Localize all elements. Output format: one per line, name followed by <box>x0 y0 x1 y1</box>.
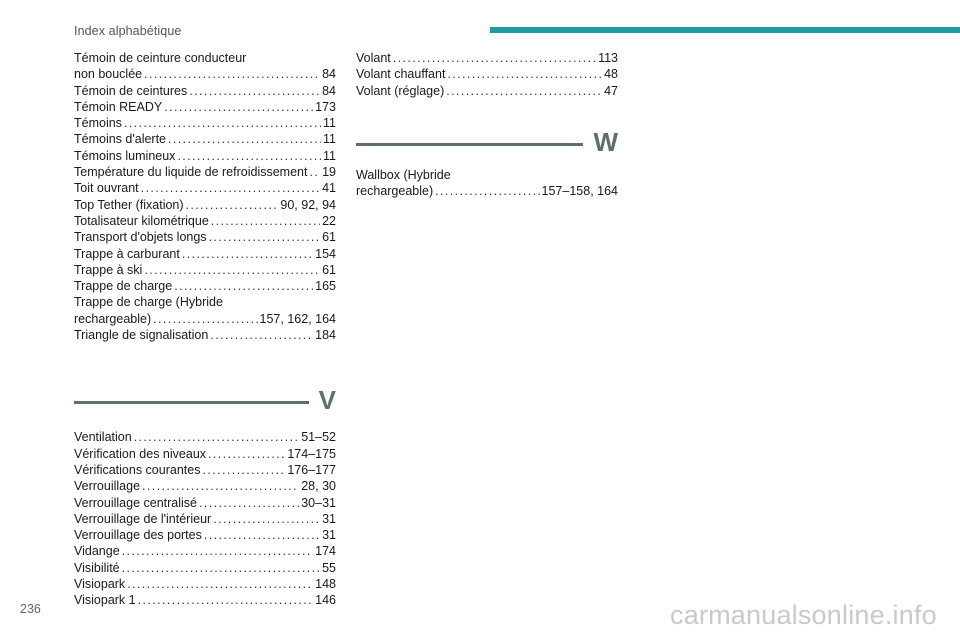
index-entry-pages: 173 <box>315 99 336 114</box>
index-entry-row <box>74 197 336 213</box>
index-entry-pages: 61 <box>322 230 336 245</box>
index-entry-pages: 48 <box>604 67 618 82</box>
index-entry <box>74 495 336 511</box>
index-entry-term: Visiopark 1 <box>74 593 136 608</box>
index-entry <box>356 83 618 99</box>
index-entry-term: Vérification des niveaux <box>74 446 207 461</box>
index-entry-pages: 31 <box>322 511 336 526</box>
index-entry-pages: 174 <box>315 544 336 559</box>
index-entry-row <box>74 115 336 131</box>
index-entry-row <box>74 278 336 294</box>
index-entry-term-line: Wallbox (Hybride <box>356 167 451 182</box>
index-entry <box>74 246 336 262</box>
index-entry-pages: 165 <box>315 279 336 294</box>
index-entry-term: Témoin READY <box>74 99 163 114</box>
index-entry-pages: 146 <box>315 593 336 608</box>
index-entry <box>74 148 336 164</box>
dot-leader <box>168 131 321 147</box>
dot-leader <box>127 576 313 592</box>
index-entry-term-line: Témoin de ceinture conducteur <box>74 51 247 65</box>
dot-leader <box>199 495 299 511</box>
index-entry-row <box>74 66 336 82</box>
index-entry-pages: 31 <box>322 528 336 543</box>
index-entry-term: Température du liquide de refroidissement <box>74 165 308 180</box>
index-entry-pages: 61 <box>322 262 336 277</box>
index-entry-row <box>74 148 336 164</box>
dot-leader <box>122 560 320 576</box>
dot-leader <box>124 115 321 131</box>
index-entry-term: Vérifications courantes <box>74 462 201 477</box>
dot-leader <box>144 262 320 278</box>
dot-leader <box>204 527 320 543</box>
index-entry <box>356 50 618 66</box>
index-entry <box>74 197 336 213</box>
dot-leader <box>447 66 602 82</box>
index-entry-pages: 22 <box>322 213 336 228</box>
index-entry-row <box>74 576 336 592</box>
index-entry <box>74 115 336 131</box>
index-entry-row <box>74 543 336 559</box>
index-entry <box>74 527 336 543</box>
index-entry-row <box>356 183 618 199</box>
dot-leader <box>210 327 313 343</box>
header-title: Index alphabétique <box>74 24 182 38</box>
dot-leader <box>177 148 321 164</box>
index-entry <box>74 446 336 462</box>
index-entry-pages: 51–52 <box>301 430 336 445</box>
index-entry <box>74 229 336 245</box>
index-entry <box>74 164 336 180</box>
index-entry-term: rechargeable) <box>356 184 434 199</box>
dot-leader <box>134 429 300 445</box>
dot-leader <box>153 311 257 327</box>
right-column <box>356 50 618 199</box>
index-list-v-continued <box>356 50 618 99</box>
index-entry-pages: 28, 30 <box>301 479 336 494</box>
index-entry <box>74 83 336 99</box>
index-entry-row <box>356 83 618 99</box>
index-entry-row <box>74 246 336 262</box>
dot-leader <box>186 197 279 213</box>
index-entry <box>74 180 336 196</box>
index-entry-term: Vidange <box>74 544 120 559</box>
dot-leader <box>446 83 602 99</box>
dot-leader <box>202 462 285 478</box>
index-entry <box>74 576 336 592</box>
index-entry-row <box>74 180 336 196</box>
index-list-t <box>74 50 336 343</box>
index-entry-term-line: Trappe de charge (Hybride <box>74 295 223 310</box>
index-entry-term: Verrouillage de l'intérieur <box>74 511 212 526</box>
header-accent-bar <box>490 27 960 33</box>
index-entry-pages: 11 <box>323 148 336 163</box>
index-entry-row <box>74 495 336 511</box>
index-entry-term: Triangle de signalisation <box>74 328 209 343</box>
index-entry <box>74 511 336 527</box>
dot-leader <box>164 99 313 115</box>
index-entry <box>74 278 336 294</box>
index-entry <box>74 429 336 445</box>
dot-leader <box>213 511 320 527</box>
index-entry-term: Trappe à ski <box>74 262 143 277</box>
index-entry-row <box>74 560 336 576</box>
index-entry <box>356 167 618 200</box>
index-entry-term: Trappe de charge <box>74 279 173 294</box>
dot-leader <box>393 50 596 66</box>
index-entry <box>74 50 336 83</box>
index-entry <box>74 327 336 343</box>
index-entry-term: Verrouillage centralisé <box>74 495 197 510</box>
dot-leader <box>122 543 313 559</box>
index-entry <box>74 560 336 576</box>
index-entry-pages: 55 <box>322 560 336 575</box>
dot-leader <box>209 229 321 245</box>
index-entry-term: Trappe à carburant <box>74 246 180 261</box>
index-entry-pages: 90, 92, 94 <box>280 197 336 212</box>
index-entry-term: Volant <box>356 51 391 65</box>
index-entry-row <box>74 83 336 99</box>
index-entry <box>74 462 336 478</box>
dot-leader <box>309 164 320 180</box>
index-entry-pages: 113 <box>598 51 618 65</box>
index-entry-row <box>74 478 336 494</box>
index-entry-term: Volant chauffant <box>356 67 446 82</box>
index-entry-term: Transport d'objets longs <box>74 230 207 245</box>
index-entry <box>74 262 336 278</box>
index-entry-row <box>74 462 336 478</box>
index-entry-pages: 174–175 <box>287 446 336 461</box>
section-heading-v <box>74 381 336 415</box>
index-entry <box>74 478 336 494</box>
index-entry-row <box>74 327 336 343</box>
page-number: 236 <box>20 602 41 616</box>
index-entry-row <box>74 164 336 180</box>
index-entry <box>74 294 336 327</box>
dot-leader <box>182 246 313 262</box>
dot-leader <box>142 478 299 494</box>
index-entry-term: Verrouillage <box>74 479 141 494</box>
dot-leader <box>174 278 313 294</box>
section-heading-w <box>356 123 618 157</box>
index-entry-pages: 154 <box>315 246 336 261</box>
index-entry-term: Témoins d'alerte <box>74 132 167 147</box>
index-entry <box>74 543 336 559</box>
index-entry-row <box>356 50 618 66</box>
index-entry-pages: 47 <box>604 83 618 98</box>
dot-leader <box>211 213 320 229</box>
index-entry-pages: 148 <box>315 577 336 592</box>
index-entry-pages: 157–158, 164 <box>541 184 618 199</box>
index-list-v <box>74 429 336 608</box>
index-entry-pages: 11 <box>323 116 336 131</box>
index-entry-term: Témoins lumineux <box>74 148 176 163</box>
dot-leader <box>141 180 320 196</box>
section-letter: W <box>593 126 618 157</box>
index-entry-term: Visiopark <box>74 577 126 592</box>
index-entry-row <box>74 229 336 245</box>
index-list-w <box>356 167 618 200</box>
index-entry-pages: 11 <box>323 132 336 147</box>
index-entry-term: Témoins <box>74 116 122 131</box>
index-entry-row <box>74 429 336 445</box>
section-letter: V <box>318 385 336 416</box>
index-entry-row <box>356 66 618 82</box>
index-entry-row <box>74 99 336 115</box>
index-entry-term: Top Tether (fixation) <box>74 197 184 212</box>
index-entry-row <box>74 527 336 543</box>
index-entry-term: non bouclée <box>74 67 143 82</box>
left-column <box>74 50 336 609</box>
index-entry-pages: 157, 162, 164 <box>259 311 336 326</box>
index-entry-row <box>74 262 336 278</box>
index-entry-row <box>74 131 336 147</box>
index-entry-term: Témoin de ceintures <box>74 83 188 98</box>
dot-leader <box>189 83 320 99</box>
index-entry-row <box>74 511 336 527</box>
index-entry-term: Totalisateur kilométrique <box>74 213 209 228</box>
index-entry-term: Toit ouvrant <box>74 181 139 196</box>
index-entry-pages: 176–177 <box>287 462 336 477</box>
index-entry-pages: 84 <box>322 83 336 98</box>
index-entry-row <box>74 446 336 462</box>
index-entry-row <box>74 592 336 608</box>
index-entry-term: Verrouillage des portes <box>74 528 202 543</box>
index-entry-term: rechargeable) <box>74 311 152 326</box>
dot-leader <box>138 592 314 608</box>
index-entry-row <box>74 311 336 327</box>
index-entry-term: Volant (réglage) <box>356 83 445 98</box>
section-rule <box>74 401 309 404</box>
index-entry <box>356 66 618 82</box>
section-rule <box>356 143 583 146</box>
index-entry <box>74 131 336 147</box>
dot-leader <box>435 183 539 199</box>
index-entry <box>74 99 336 115</box>
index-entry-pages: 19 <box>322 165 336 180</box>
dot-leader <box>208 446 285 462</box>
index-entry <box>74 592 336 608</box>
index-entry-pages: 41 <box>322 181 336 196</box>
watermark: carmanualsonline.info <box>670 600 937 630</box>
index-entry <box>74 213 336 229</box>
index-entry-term: Ventilation <box>74 430 132 445</box>
index-entry-row <box>74 213 336 229</box>
index-entry-pages: 84 <box>322 67 336 82</box>
index-entry-term: Visibilité <box>74 560 120 575</box>
index-entry-pages: 184 <box>315 328 336 343</box>
dot-leader <box>144 66 320 82</box>
index-entry-pages: 30–31 <box>301 495 336 510</box>
